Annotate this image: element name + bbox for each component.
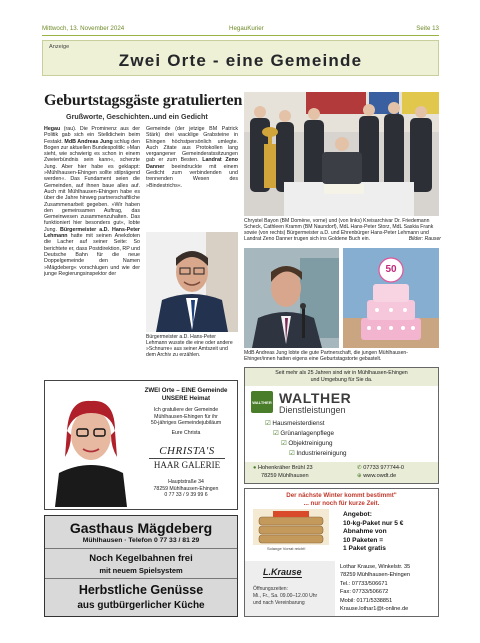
walther-intro: [245, 368, 438, 386]
krause-offer-line: Abnahme von: [343, 528, 387, 535]
golden-book-scene: [244, 92, 439, 216]
haar-greeting: [137, 407, 235, 436]
haar-line: Ich gratuliere der Gemeinde: [153, 407, 219, 413]
body-text: (rau). Die Prominenz aus der Politik gab sich ein Stelldichein beim Festakt.: [44, 126, 140, 145]
krause-contact-line: 78259 Mühlhausen-Ehingen: [340, 572, 410, 579]
walther-service-item: [265, 419, 346, 429]
haar-street: Hauptstraße 34: [168, 479, 204, 485]
body-text-bold: Bürgermeister a.D. Hans-Peter Lehmann: [44, 226, 140, 240]
photo-cake: [343, 248, 439, 348]
krause-contact-line: Fax: 07733/506672: [340, 589, 389, 596]
walther-service-label: Industriereinigung: [296, 450, 347, 457]
krause-hours: [253, 586, 317, 607]
lehmann-portrait: [146, 232, 238, 332]
gasthaus-line4: aus gutbürgerlicher Küche: [77, 600, 205, 611]
walther-intro-line1: Seit mehr als 25 Jahren sind wir in Mühlhausen-Ehingen: [275, 370, 408, 376]
haar-logo-top: CHRISTA'S: [159, 445, 215, 457]
walther-web-row[interactable]: [357, 472, 396, 480]
birthday-cake: [343, 248, 439, 348]
globe-icon: ⊕: [357, 473, 364, 479]
gasthaus-line1: Noch Kegelbahnen frei: [89, 553, 193, 564]
gasthaus-name: Gasthaus Mägdeberg: [69, 520, 213, 536]
caption-lehmann: Bürgermeister a.D. Hans-Peter Lehmann wusste die eine oder andere »Schnurre« aus seiner Amtszeit und dem Archiv zu erzählen.: [146, 334, 233, 358]
body-text: schlug den Bogen zur aktuellen Bundespolitik: »Man sieht, wie schwierig es schon in einem Zweierbündnis sein kann«, scherzte Jung. Aber hier habe es geklappt: »Mühlhausen-Ehingen sollte stilprägend werden«. Das Fundament seien die Gemeinden, auf ihnen baue alles auf. Auch mit Mühlhausen-Ehingen habe es über die Jahre hinweg partnerschaftliche Zusammenarbeit gegeben. »Wir haben den gemeinsamen Auftrag, das Gemeinwesen zusammenzuhalten. Das funktioniert hier besonders gut«, lobte Jung.: [44, 138, 140, 233]
krause-headline-2: ... nur noch für kurze Zeit.: [303, 500, 380, 507]
walther-phone: 07733 977744-0: [363, 465, 404, 471]
walther-service-label: Grünanlagenpflege: [280, 430, 334, 437]
gasthaus-divider-2: [45, 578, 237, 579]
krause-offer-line: 10 Paketen =: [343, 536, 384, 544]
krause-contact: [340, 563, 438, 613]
caption-jung-cake: MdB Andreas Jung lobte die gute Partnerschaft, die jungen Mühlhausen-Ehinger/innen hatten eigens eine Geburtstagstorte gebastelt.: [244, 350, 408, 362]
walther-sub: Dienstleistungen: [279, 405, 346, 415]
walther-name: WALTHER: [279, 390, 352, 406]
phone-icon: ✆: [357, 465, 364, 471]
walther-phone-row: [357, 464, 404, 472]
ad-walther: [244, 367, 439, 484]
walther-contact: [245, 462, 438, 483]
gasthaus-line2: mit neuem Spielsystem: [99, 566, 183, 575]
walther-service-item: [265, 429, 346, 439]
walther-service-label: Objektreinigung: [288, 440, 333, 447]
check-icon: ☑: [281, 440, 289, 447]
anzeige-banner: [42, 40, 439, 76]
caption-golden-book: Chrystel Bayon (BM Domène, vorne) und (von links) Kreisarchivar Dr. Friedemann Scheck, Cathleen Kramm (BM Naundorf), MdL Hans-Peter Storz, MdL Saskia Frank sowie (von rechts) Bürgermeister a.D. und Ehrenbürger Hans-Peter Lehmann und Landrat Zeno Danner trugen sich ins Goldene Buch ein.: [244, 218, 434, 242]
body-text-bold: Landrat Zeno Danner: [146, 157, 238, 170]
gasthaus-contact: Mühlhausen · Telefon 0 77 33 / 81 29: [82, 537, 200, 544]
haar-subtitle: UNSERE Heimat: [161, 395, 211, 402]
krause-hours-title: Öffnungszeiten:: [253, 586, 288, 592]
body-text: Gemeinde (der jetzige BM Patrick Stärk) drei wacklige Grabsteine in Ehingen höchstpersönlich umlegte. Auch Zitate aus Protokollen lang vergangener Gemeinderatssitzungen gab er zum Besten.: [146, 126, 238, 164]
krause-logo: L.Krause: [263, 567, 302, 577]
check-icon: ☑: [265, 420, 273, 427]
body-text-bold: Hegau: [44, 126, 61, 132]
page-header: [42, 24, 439, 36]
gasthaus-divider: [45, 548, 237, 549]
firewood-package-image: [253, 509, 329, 545]
krause-offer-line: 10-kg-Paket nur 5 €: [343, 519, 404, 527]
location-pin-icon: ●: [253, 465, 258, 471]
body-text: hatte mit seinen Anekdoten die Lacher auf seiner Seite: So berichtete er, dass Postdirektion, RP und Deutsche Bahn für die neue Doppelgemeinde den Namen »Mägdeberg« vorschlugen und wie der junge Regierungsinspektor der: [44, 233, 140, 277]
krause-logo-area: [245, 561, 335, 616]
krause-contact-line: Tel.: 07733/506671: [340, 580, 388, 587]
walther-street: Hohenkräher Brühl 23: [257, 465, 313, 471]
banner-title: Zwei Orte - eine Gemeinde: [118, 51, 363, 70]
krause-hours-line: und nach Vereinbarung: [253, 600, 305, 606]
walther-logo-mark: [251, 391, 273, 413]
newspaper-name: HegauKurier: [229, 25, 264, 32]
krause-contact-line: Mobil: 0171/5338851: [340, 597, 393, 604]
haar-line: 50-jähriges Gemeindejubiläum: [150, 420, 222, 427]
walther-logo-text: WALTHER: [252, 400, 272, 405]
article-subheadline: Grußworte, Geschichten..und ein Gedicht: [66, 112, 208, 121]
issue-date: Mittwoch, 13. November 2024: [42, 25, 125, 32]
haar-title: ZWEI Orte – EINE Gemeinde: [144, 387, 228, 394]
walther-service-label: Hausmeisterdienst: [272, 420, 325, 427]
anzeige-label: Anzeige: [49, 44, 70, 50]
ad-krause: [244, 488, 439, 617]
walther-city: 78259 Mühlhausen: [261, 473, 309, 479]
check-icon: ☑: [273, 430, 281, 437]
haar-signature: Eure Christa: [171, 429, 201, 436]
walther-web[interactable]: www.owdt.de: [363, 473, 397, 479]
haar-line: Mühlhausen-Ehingen für ihr: [154, 413, 218, 420]
cake-number: 50: [385, 264, 397, 275]
article-column-2: [146, 126, 238, 230]
photo-jung: [244, 248, 339, 348]
krause-contact-line: Lothar Krause, Winkelstr. 35: [340, 564, 411, 570]
jung-speaking: [244, 248, 339, 348]
krause-note: Solange Vorrat reicht!: [267, 546, 306, 551]
photo-golden-book: [244, 92, 439, 216]
check-icon: ☑: [289, 450, 297, 457]
walther-address: [253, 464, 313, 472]
body-text: beeindruckte mit einem Gedicht zum verbindenden und trennenden Wesen des »Bindestrichs«.: [146, 163, 238, 189]
body-text-bold: MdB Andreas Jung: [64, 138, 113, 145]
krause-offer-title: Angebot:: [343, 511, 372, 518]
walther-services: [265, 419, 346, 459]
photo-lehmann: [146, 232, 238, 332]
christa-portrait: [49, 387, 133, 507]
krause-offer: [343, 511, 403, 554]
walther-service-item: [265, 439, 346, 449]
ad-gasthaus: [44, 515, 238, 617]
krause-hours-line: Mi., Fr., Sa. 09.00–12.00 Uhr: [253, 593, 318, 599]
page-number: Seite 13: [416, 25, 439, 32]
krause-email[interactable]: Krause.lothar1@t-online.de: [340, 606, 409, 613]
krause-offer-line: 1 Paket gratis: [343, 545, 386, 552]
article-headline: Geburtstagsgäste gratulierten: [44, 92, 243, 109]
haar-address: [137, 479, 235, 499]
walther-intro-line2: und Umgebung für Sie da.: [310, 377, 373, 383]
haar-city: 78259 Mühlhausen-Ehingen: [153, 485, 219, 492]
article-column-1: [44, 126, 140, 376]
walther-service-item: [265, 449, 346, 459]
haar-phone: 0 77 33 / 9 39 99 6: [164, 492, 208, 499]
ad-haar-galerie: [44, 380, 238, 510]
photo-credit: Bilder: Rauser: [408, 236, 441, 242]
krause-headline-1: Der nächste Winter kommt bestimmt": [286, 492, 397, 499]
gasthaus-line3: Herbstliche Genüsse: [78, 583, 204, 597]
haar-logo-bottom: HAAR GALERIE: [149, 458, 225, 470]
